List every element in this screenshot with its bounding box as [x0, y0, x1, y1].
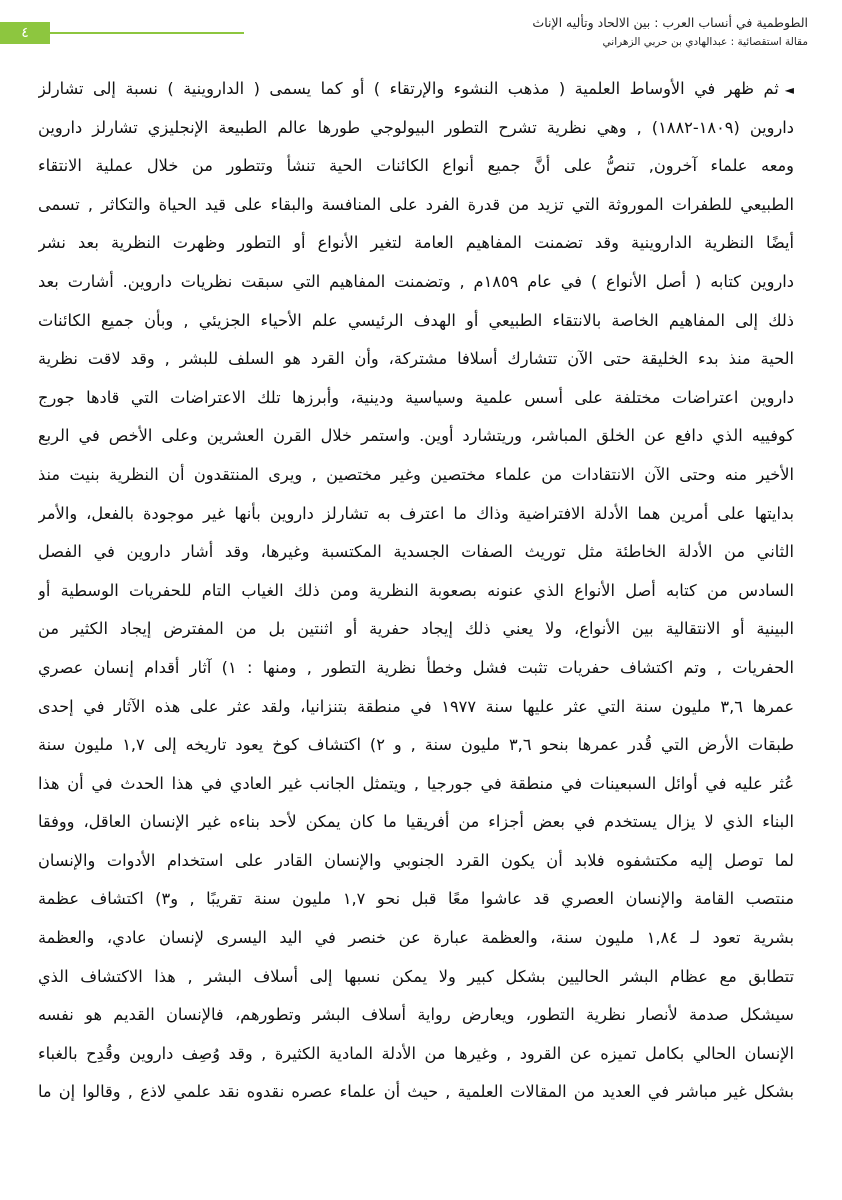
text-line-content: ثم ظهر في الأوساط العلمية ( مذهب النشوء والإرتقاء ) أو كما يسمى ( الداروينية ) نسبة إلى تشارلز — [38, 79, 779, 98]
text-line-content: داروين (١٨٠٩-١٨٨٢) , وهي نظرية تشرح التطور البيولوجي طورها عالم الطبيعة الإنجليزي تشارلز داروين — [38, 117, 794, 137]
text-line-content: سيشكل صدمة لأنصار نظرية التطور، ويعارض رواية أسلاف البشر وتطورهم، فالإنسان القديم هو نفسه — [38, 1005, 794, 1025]
text-line-content: الطبيعي للطفرات الموروثة التي تزيد من قدرة الفرد على المنافسة والبقاء على قيد الحياة والتكاثر , تسمى — [38, 194, 794, 214]
text-line — [38, 958, 794, 997]
text-line — [38, 302, 794, 341]
text-line-content: بشكل غير مباشر في العديد من المقالات العلمية , حيث أن علماء عصره نقدوه نقد علمي لاذع , وقالوا إن ما — [38, 1082, 794, 1102]
text-line — [38, 340, 794, 379]
header-titles — [248, 14, 808, 50]
text-line-content: داروين اعتراضات مختلفة على أسس علمية وسياسية ودينية، وأبرزها تلك الاعتراضات التي قادها جورج — [38, 387, 794, 407]
text-line-content: الثاني من الأدلة الخاطئة مثل توريث الصفات الجسدية المكتسبة وغيرها، وقد أشار داروين في الفصل — [38, 542, 794, 562]
text-line-content: كوفييه الذي دافع عن الخلق المباشر، وريتشارد أوين. واستمر خلال القرن العشرين وعلى الأخص في الربع — [38, 426, 794, 446]
text-line — [38, 495, 794, 534]
text-line — [38, 1073, 794, 1112]
text-line-content: تتطابق مع عظام البشر الحاليين بشكل كبير ولا يمكن نسبها إلى أسلاف البشر , هذا الاكتشاف الذي — [38, 966, 794, 986]
text-line — [38, 726, 794, 765]
text-line — [38, 147, 794, 186]
text-line — [38, 186, 794, 225]
header-rule — [50, 32, 244, 34]
text-line-content: ومعه علماء آخرون, تنصُّ على أنَّ جميع أنواع الكائنات الحية تنشأ وتتطور من خلال عملية الانتقاء — [38, 156, 794, 176]
text-line — [38, 109, 794, 148]
text-line — [38, 379, 794, 418]
text-line — [38, 456, 794, 495]
text-line — [38, 263, 794, 302]
triangle-bullet-icon: ◄ — [784, 83, 794, 97]
running-title: الطوطمية في أنساب العرب : بين الالحاد وتأليه الإناث — [532, 15, 808, 30]
text-line-content: طبقات الأرض التي قُدر عمرها بنحو ٣,٦ مليون سنة , و ٢) اكتشاف كوخ يعود تاريخه إلى ١,٧ مليون سنة — [38, 735, 794, 755]
text-line-content: بدايتها على أمرين هما الأدلة الافتراضية وذاك ما اعترف به تشارلز داروين بأنها غير موجودة بالفعل، والأمر — [38, 503, 794, 523]
article-body — [38, 70, 794, 1112]
text-line — [38, 765, 794, 804]
text-line — [38, 880, 794, 919]
text-line-content: عمرها ٣,٦ مليون سنة التي عثر عليها سنة ١٩٧٧ في منطقة بتنزانيا، ولقد عثر على هذه الآثار في إحدى — [38, 696, 794, 716]
text-line — [38, 842, 794, 881]
running-subtitle: مقالة استقصائية : عبدالهادي بن حربي الزهراني — [602, 36, 808, 48]
text-line-content: ذلك إلى المفاهيم الخاصة بالانتقاء الطبيعي أو الهدف الرئيسي علم الأحياء الجزيئي , وبأن جميع الكائنات — [38, 310, 794, 330]
text-line-content: منتصب القامة والإنسان العصري قد عاشوا معًا قبل نحو ١,٧ مليون سنة تقريبًا , و٣) اكتشاف عظمة — [38, 889, 794, 909]
text-line — [38, 224, 794, 263]
text-line — [38, 572, 794, 611]
page-header — [0, 0, 842, 60]
text-line-content: عُثر عليه في أوائل السبعينات في منطقة في جورجيا , ويتمثل الجانب غير العادي في هذا الحدث في أن هذا — [38, 773, 794, 793]
text-line-content: الإنسان الحالي بكامل تميزه عن القرود , وغيرها من الأدلة المادية الكثيرة , وقد وُصِف داروين وقُدِح بالغباء — [38, 1043, 794, 1063]
text-line-content: بشرية تعود لـ ١,٨٤ مليون سنة، والعظمة عبارة عن خنصر في اليد اليسرى لإنسان عادي، والعظمة — [38, 928, 794, 948]
text-line-content: الأخير منه وحتى الآن الانتقادات من علماء مختصين وغير مختصين , ويرى المنتقدون أن النظرية بنيت منذ — [38, 464, 794, 484]
text-line-content: البناء الذي لا يزال يستخدم في بعض أجزاء من أفريقيا ما كان يمكن لأحد بناءه غير الإنسان العاقل، ووفقا — [38, 812, 794, 832]
text-line-content: أيضًا النظرية الداروينية وقد تضمنت المفاهيم العامة لتغير الأنواع أو التطور وظهرت النظرية بعد نشر — [38, 233, 794, 253]
text-line-content: داروين كتابه ( أصل الأنواع ) في عام ١٨٥٩م , وتضمنت المفاهيم التي سبقت نظريات داروين. أشارت بعد — [38, 271, 794, 291]
text-line-content: السادس من كتابه أصل الأنواع الذي عنونه بصعوبة النظرية ومن ذلك الغياب التام للحفريات الوسطية أو — [38, 580, 794, 600]
text-line — [38, 1035, 794, 1074]
text-line — [38, 417, 794, 456]
text-line-content: الحية منذ بدء الخليقة حتى الآن تتشارك أسلافا مشتركة، وأن القرد هو السلف للبشر , وقد لاقت نظرية — [38, 349, 794, 369]
text-line — [38, 70, 794, 109]
text-line-content: البينية أو الانتقالية بين الأنواع، ولا يعني ذلك إيجاد حفرية أو اثنتين بل من المفترض إيجاد الكثير من — [38, 619, 794, 639]
text-line — [38, 533, 794, 572]
page-number-tab — [0, 22, 50, 44]
text-line — [38, 919, 794, 958]
text-line — [38, 803, 794, 842]
text-line — [38, 996, 794, 1035]
text-line — [38, 610, 794, 649]
page-number: ٤ — [21, 25, 29, 41]
text-line-content: لما توصل إليه مكتشفوه فلابد أن يكون القرد الجنوبي والإنسان القادر على استخدام الأدوات والإنسان — [38, 850, 794, 870]
text-line-content: الحفريات , وتم اكتشاف حفريات تثبت فشل وخطأ نظرية التطور , ومنها : ١) آثار أقدام إنسان عصري — [38, 657, 794, 677]
text-line — [38, 649, 794, 688]
text-line — [38, 688, 794, 727]
